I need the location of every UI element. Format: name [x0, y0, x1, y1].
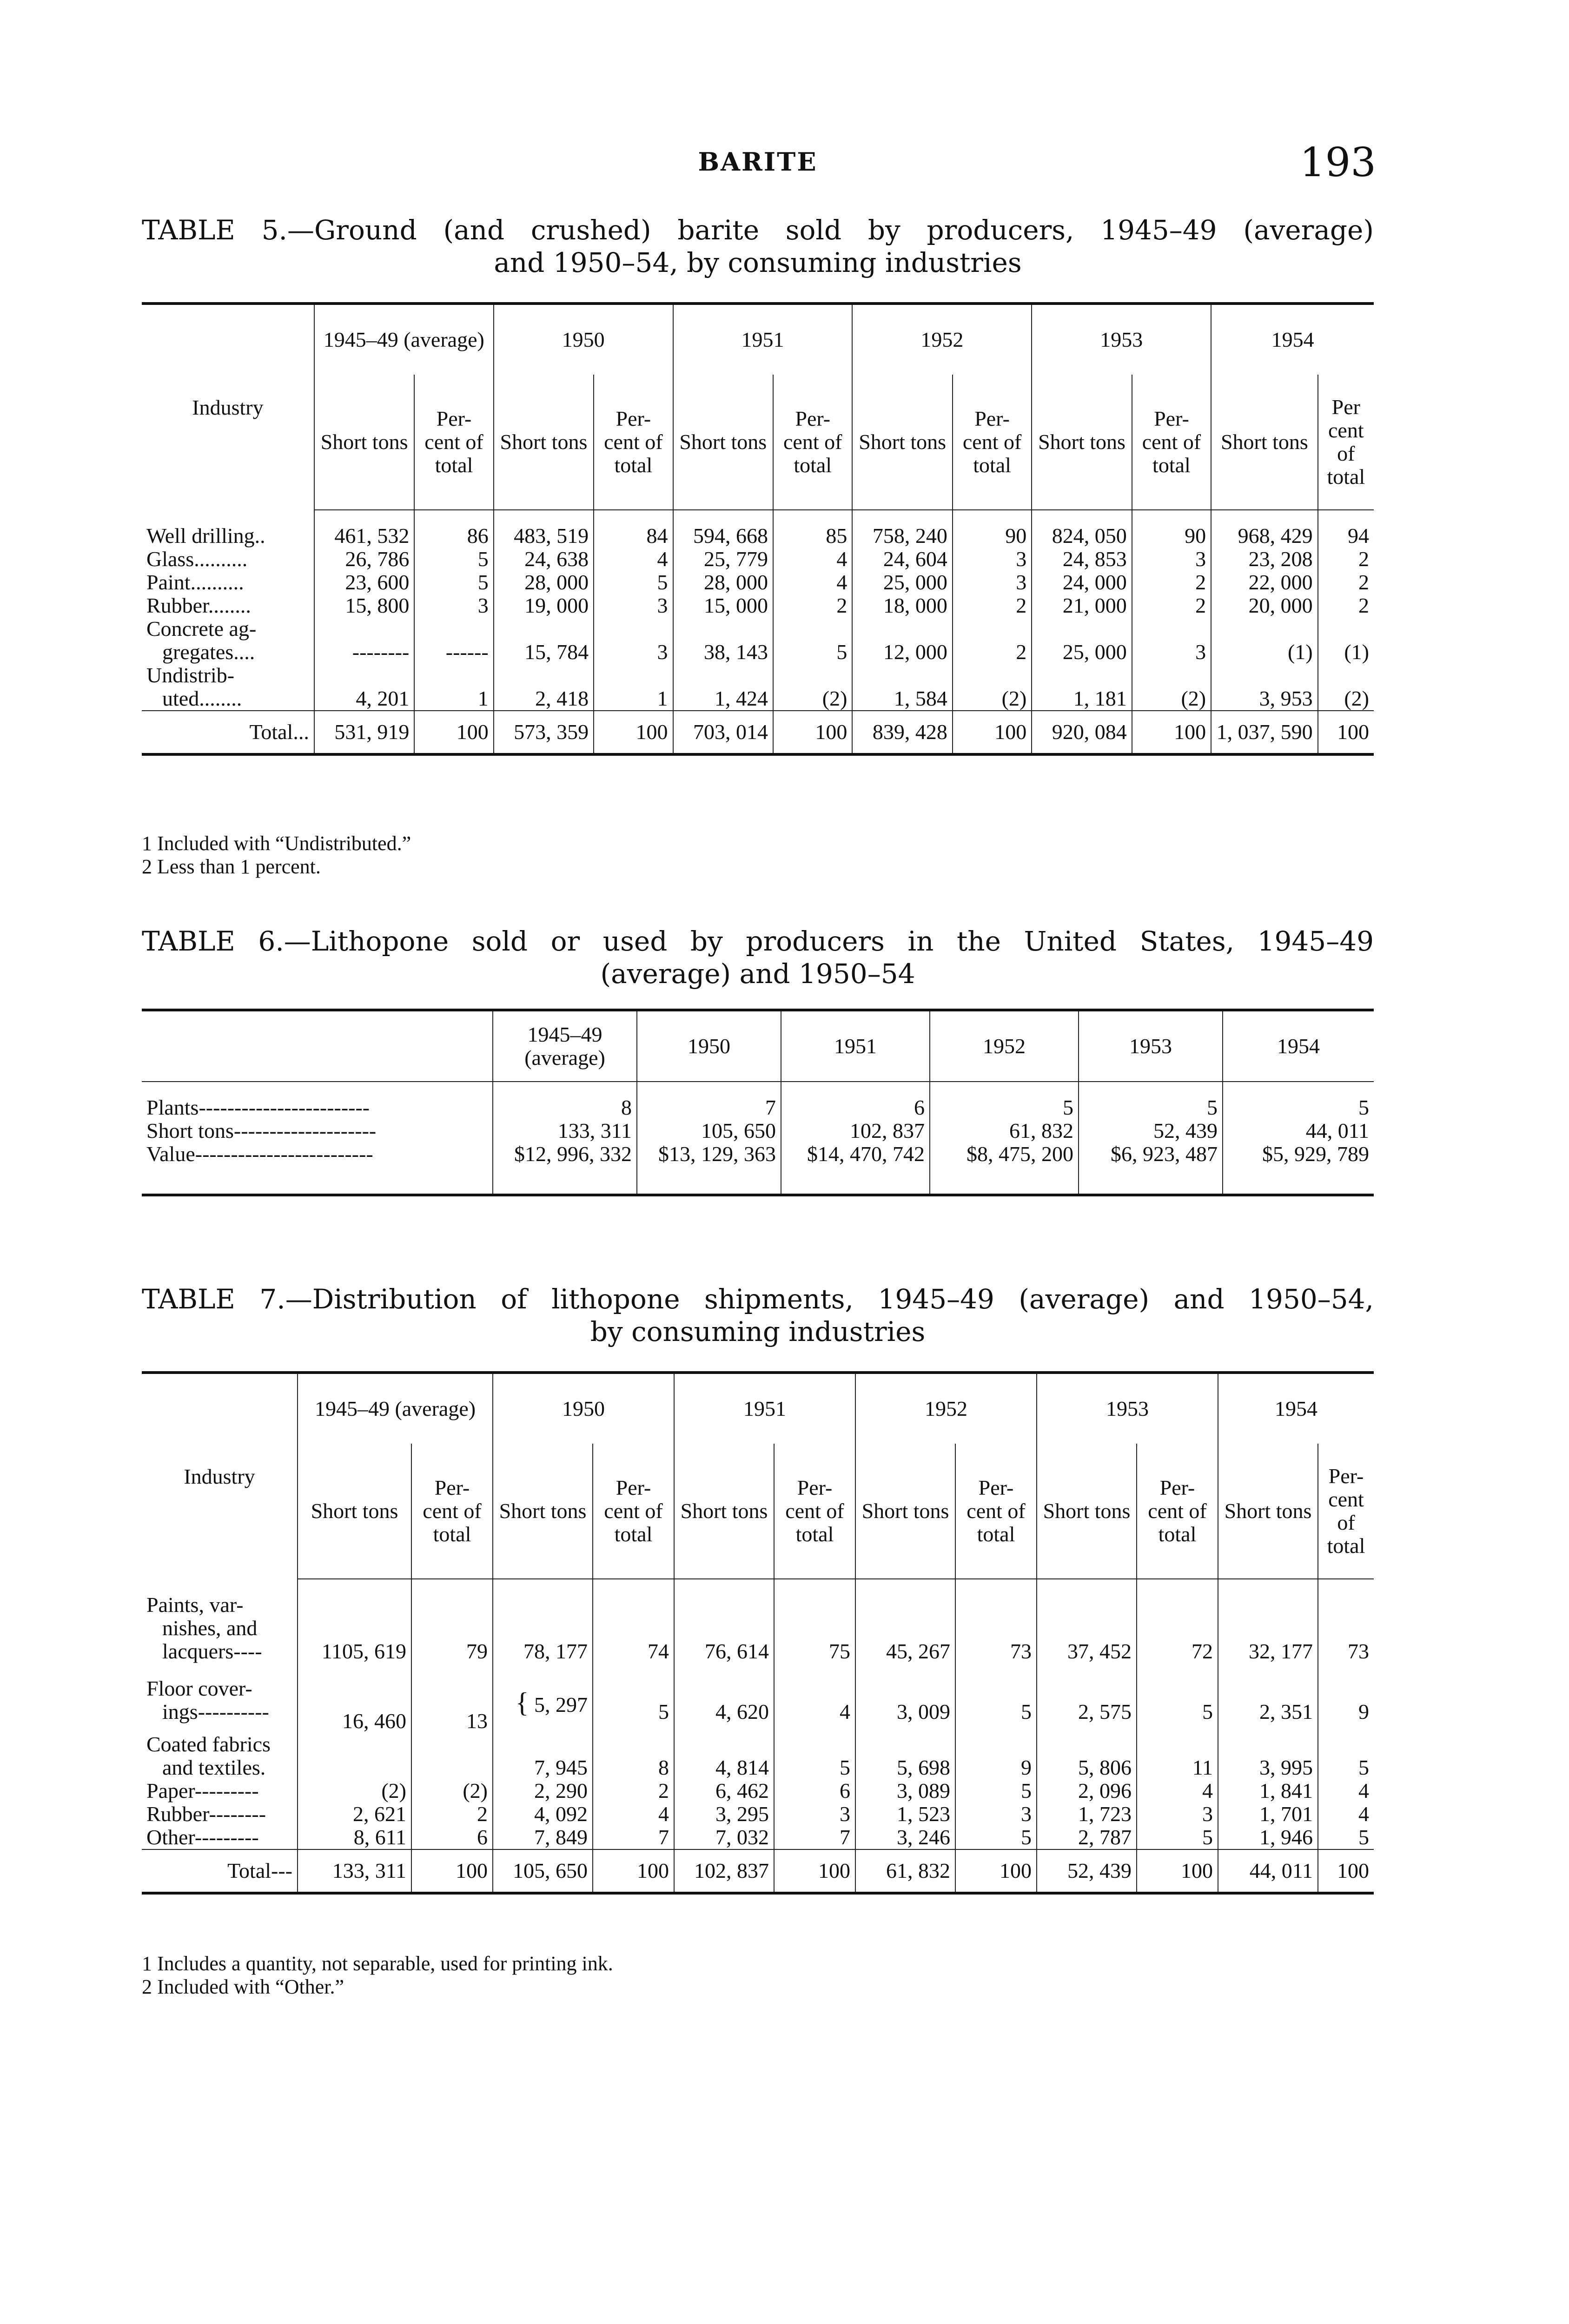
short-tons-header: Short tons: [855, 1444, 955, 1579]
table-cell: 13: [411, 1663, 493, 1779]
short-tons-header: Short tons: [1218, 1444, 1318, 1579]
table-cell: 3, 953: [1211, 664, 1318, 711]
table6-year-header: 1951: [781, 1010, 930, 1082]
table-cell: 1, 424: [673, 664, 773, 711]
table-cell: 1105, 619: [298, 1593, 411, 1663]
table-cell: 1, 584: [852, 664, 952, 711]
table7-caption-line2: by consuming industries: [590, 1316, 926, 1347]
percent-header: Per- cent of total: [953, 375, 1032, 510]
table-cell: 573, 359: [494, 711, 594, 754]
table7-subheader-row: [142, 1444, 1374, 1579]
table-cell: 100: [414, 711, 493, 754]
table-cell: 24, 604: [852, 548, 952, 571]
table-cell: (2): [411, 1779, 493, 1802]
row-label: Concrete ag- gregates....: [146, 617, 257, 664]
percent-header: Per- cent of total: [411, 1444, 493, 1579]
table-cell: 3: [414, 594, 493, 617]
table-row: [142, 1096, 1374, 1119]
table-row: Floor cover- ings---------- 16, 460 13 { 5, 297 5 4, 620 4 3, 009 5 2, 575 5 2, 351 9: [142, 1663, 1374, 1723]
table-cell: 5: [1137, 1663, 1218, 1723]
row-label: Plants------------------------: [146, 1096, 370, 1119]
row-label: Coated fabrics and textiles.: [146, 1732, 271, 1779]
short-tons-header: Short tons: [493, 1444, 593, 1579]
table-cell: 3: [953, 548, 1032, 571]
row-label: Paper---------: [146, 1779, 259, 1802]
table-row: [142, 548, 1374, 571]
table-cell: 5: [774, 1723, 855, 1779]
percent-header: Per- cent of total: [414, 375, 493, 510]
table6-caption-line1: TABLE 6.—Lithopone sold or used by producers in the United States, 1945–49: [142, 925, 1374, 957]
row-label: Total---: [142, 1849, 298, 1893]
table-cell: 3, 089: [855, 1779, 955, 1802]
table7-footnotes: [142, 1952, 613, 1999]
percent-header: Per- cent of total: [1318, 1444, 1374, 1579]
table-cell: 968, 429: [1211, 524, 1318, 548]
row-label: Rubber--------: [146, 1802, 266, 1826]
row-label: Paint..........: [146, 571, 244, 594]
table-cell: 3, 295: [674, 1802, 774, 1826]
table-cell: 23, 600: [314, 571, 414, 594]
table5-year-header: 1951: [673, 304, 853, 375]
table-cell: 12, 000: [852, 617, 952, 664]
table7-year-header: 1951: [674, 1373, 855, 1444]
table-cell: $5, 929, 789: [1223, 1142, 1374, 1195]
table-cell: 2, 290: [493, 1779, 593, 1802]
table-cell: (1): [1211, 617, 1318, 664]
table-cell: 7, 849: [493, 1826, 593, 1849]
table-cell: 100: [773, 711, 852, 754]
table-cell: 5: [1223, 1096, 1374, 1119]
table-cell: 7: [774, 1826, 855, 1849]
table-cell: 100: [411, 1849, 493, 1893]
table-cell: 6: [411, 1826, 493, 1849]
table-cell: 7: [637, 1096, 781, 1119]
table-cell: 75: [774, 1593, 855, 1663]
table-cell: 90: [1132, 524, 1211, 548]
table-cell: 5: [773, 617, 852, 664]
table6-year-header: 1953: [1079, 1010, 1223, 1082]
table-cell: 4, 201: [314, 664, 414, 711]
table-row: [142, 524, 1374, 548]
table-cell: 1, 946: [1218, 1826, 1318, 1849]
table-cell: $8, 475, 200: [930, 1142, 1079, 1195]
table-cell: 4: [773, 548, 852, 571]
table-total-row: [142, 711, 1374, 754]
table-cell: 2: [1318, 594, 1374, 617]
table6: [142, 1009, 1374, 1196]
table-cell: $14, 470, 742: [781, 1142, 930, 1195]
table7: [142, 1371, 1374, 1895]
row-label: Value-------------------------: [142, 1142, 493, 1195]
table-cell: 28, 000: [494, 571, 594, 594]
table-cell: 2: [1132, 594, 1211, 617]
table-cell: 3: [955, 1802, 1037, 1826]
table-cell: $12, 996, 332: [493, 1142, 637, 1195]
table-cell: 100: [593, 1849, 674, 1893]
table5-subheader-row: [142, 375, 1374, 510]
table-cell: 73: [1318, 1593, 1374, 1663]
row-label: Glass..........: [146, 548, 248, 571]
table-cell: 4: [773, 571, 852, 594]
table-cell: 100: [1318, 711, 1374, 754]
table-cell: 2: [953, 594, 1032, 617]
footnote: 1 Included with “Undistributed.”: [142, 832, 411, 855]
table-cell: 18, 000: [852, 594, 952, 617]
table-cell: 25, 000: [1032, 617, 1132, 664]
footnote: 2 Less than 1 percent.: [142, 855, 321, 878]
table-cell: 2: [773, 594, 852, 617]
table-cell: 6, 462: [674, 1779, 774, 1802]
table-row: [142, 1119, 1374, 1142]
table-row: [142, 1593, 1374, 1663]
table6-caption-line2: (average) and 1950–54: [600, 958, 915, 990]
table-cell: 4, 092: [493, 1802, 593, 1826]
table5-stub-header: Industry: [142, 304, 314, 510]
table-total-row: [142, 1849, 1374, 1893]
short-tons-header: Short tons: [852, 375, 952, 510]
table-cell: 25, 779: [673, 548, 773, 571]
table-cell: 5, 806: [1037, 1723, 1137, 1779]
table-cell: 44, 011: [1223, 1119, 1374, 1142]
table-cell: 100: [1137, 1849, 1218, 1893]
table7-year-header: 1954: [1218, 1373, 1374, 1444]
table-cell: 102, 837: [674, 1849, 774, 1893]
table-cell: 94: [1318, 524, 1374, 548]
table-cell: 4: [593, 1802, 674, 1826]
table-cell: 100: [1318, 1849, 1374, 1893]
table-cell: 52, 439: [1037, 1849, 1137, 1893]
short-tons-header: Short tons: [298, 1444, 411, 1579]
table-cell: 2: [953, 617, 1032, 664]
running-title: BARITE: [698, 147, 818, 177]
table-cell: 594, 668: [673, 524, 773, 548]
table-cell: 5: [1318, 1723, 1374, 1779]
table-cell: 21, 000: [1032, 594, 1132, 617]
table-row: [142, 571, 1374, 594]
table-cell: 4: [1137, 1779, 1218, 1802]
footnote: 2 Included with “Other.”: [142, 1975, 344, 1998]
short-tons-header: Short tons: [314, 375, 414, 510]
short-tons-header: Short tons: [494, 375, 594, 510]
table6-year-header: 1954: [1223, 1010, 1374, 1082]
table-cell: 76, 614: [674, 1593, 774, 1663]
table-cell: 133, 311: [493, 1119, 637, 1142]
table-cell: 79: [411, 1593, 493, 1663]
table-row: [142, 1826, 1374, 1849]
table-row: [142, 664, 1374, 711]
table-cell: 86: [414, 524, 493, 548]
table-row: [142, 594, 1374, 617]
table-cell: 7, 032: [674, 1826, 774, 1849]
table-cell: 5: [955, 1663, 1037, 1723]
table-cell: 20, 000: [1211, 594, 1318, 617]
footnote: 1 Includes a quantity, not separable, used for printing ink.: [142, 1952, 613, 1975]
table-cell: 4, 814: [674, 1723, 774, 1779]
table7-year-header: 1953: [1037, 1373, 1218, 1444]
table-cell: 3: [1132, 617, 1211, 664]
row-label: Total...: [142, 711, 314, 754]
table-cell: 5: [1318, 1826, 1374, 1849]
table-cell: 6: [781, 1096, 930, 1119]
table-cell: 9: [955, 1723, 1037, 1779]
table-cell: 2, 621: [298, 1802, 411, 1826]
table-cell: 5: [1079, 1096, 1223, 1119]
table-cell: (2): [298, 1779, 411, 1802]
table-cell: 22, 000: [1211, 571, 1318, 594]
table5: [142, 302, 1374, 756]
percent-header: Per- cent of total: [1132, 375, 1211, 510]
table-cell: 90: [953, 524, 1032, 548]
table-cell: 2: [1318, 548, 1374, 571]
table5-caption-line1: TABLE 5.—Ground (and crushed) barite sold by producers, 1945–49 (average): [142, 214, 1374, 246]
table-cell: 5: [414, 571, 493, 594]
table5-year-header: 1950: [494, 304, 673, 375]
row-label: Short tons--------------------: [146, 1119, 377, 1142]
table-cell: 44, 011: [1218, 1849, 1318, 1893]
row-label: Other---------: [146, 1826, 259, 1849]
table-cell: 72: [1137, 1593, 1218, 1663]
table-cell: 461, 532: [314, 524, 414, 548]
short-tons-header: Short tons: [674, 1444, 774, 1579]
table-cell: 1: [414, 664, 493, 711]
table-row: Concrete ag- gregates.... -------- ------ 15, 784 3 38, 143 5 12, 000 2 25, 000 3 (1) (1): [142, 617, 1374, 664]
table-cell: 105, 650: [637, 1119, 781, 1142]
table-row: [142, 1142, 1374, 1195]
table-cell: 24, 000: [1032, 571, 1132, 594]
table-cell: (1): [1318, 617, 1374, 664]
table-cell: $13, 129, 363: [637, 1142, 781, 1195]
table-cell: 3: [1132, 548, 1211, 571]
table-cell: 61, 832: [855, 1849, 955, 1893]
table-cell: 133, 311: [298, 1849, 411, 1893]
table-cell: 26, 786: [314, 548, 414, 571]
table-cell: 3, 246: [855, 1826, 955, 1849]
table6-caption: [142, 925, 1374, 990]
table-cell: 100: [774, 1849, 855, 1893]
short-tons-header: Short tons: [673, 375, 773, 510]
table-cell: (2): [1318, 664, 1374, 711]
table-cell: 38, 143: [673, 617, 773, 664]
table-cell: 9: [1318, 1663, 1374, 1723]
table-cell: 2, 351: [1218, 1663, 1318, 1723]
table-cell: 2, 787: [1037, 1826, 1137, 1849]
table7-stub-header: Industry: [142, 1373, 298, 1579]
table-cell: 3: [594, 594, 673, 617]
table-cell: 824, 050: [1032, 524, 1132, 548]
table-cell: 703, 014: [673, 711, 773, 754]
table5-year-header: 1953: [1032, 304, 1211, 375]
table-row: [142, 1802, 1374, 1826]
table-cell: 1, 037, 590: [1211, 711, 1318, 754]
table6-year-header: 1952: [930, 1010, 1079, 1082]
table-cell: 2, 575: [1037, 1663, 1137, 1723]
table-cell: 74: [593, 1593, 674, 1663]
table-cell: 1, 841: [1218, 1779, 1318, 1802]
table-cell: 5: [594, 571, 673, 594]
short-tons-header: Short tons: [1032, 375, 1132, 510]
table7-caption-line1: TABLE 7.—Distribution of lithopone shipments, 1945–49 (average) and 1950–54,: [142, 1283, 1374, 1315]
table-cell: 3: [1137, 1802, 1218, 1826]
table-cell: 2, 418: [494, 664, 594, 711]
table-cell: 4: [1318, 1779, 1374, 1802]
table-cell: (2): [1132, 664, 1211, 711]
table-cell: 100: [953, 711, 1032, 754]
table-cell: 24, 853: [1032, 548, 1132, 571]
table-cell: (2): [773, 664, 852, 711]
table-cell: 15, 000: [673, 594, 773, 617]
table-cell: 7, 945: [493, 1723, 593, 1779]
table-cell: 23, 208: [1211, 548, 1318, 571]
table7-caption: [142, 1283, 1374, 1348]
short-tons-header: Short tons: [1211, 375, 1318, 510]
table-cell: 84: [594, 524, 673, 548]
table-cell: 8: [593, 1723, 674, 1779]
table7-year-header: 1950: [493, 1373, 674, 1444]
table-cell: 3: [953, 571, 1032, 594]
table-cell: 3, 009: [855, 1663, 955, 1723]
table-cell: 4: [774, 1663, 855, 1723]
table-cell: 5: [1137, 1826, 1218, 1849]
table-cell: 37, 452: [1037, 1593, 1137, 1663]
table5-year-header: 1945–49 (average): [314, 304, 494, 375]
percent-header: Per- cent of total: [773, 375, 852, 510]
table-cell: 100: [594, 711, 673, 754]
table-cell: 24, 638: [494, 548, 594, 571]
table-cell: 4: [594, 548, 673, 571]
table-cell: 11: [1137, 1723, 1218, 1779]
short-tons-header: Short tons: [1037, 1444, 1137, 1579]
row-label: Floor cover- ings----------: [146, 1677, 269, 1723]
table5-caption-line2: and 1950–54, by consuming industries: [494, 247, 1022, 278]
percent-header: Per- cent of total: [594, 375, 673, 510]
table-cell: 25, 000: [852, 571, 952, 594]
row-label: Rubber........: [146, 594, 251, 617]
table5-footnotes: [142, 832, 411, 878]
table7-year-header: 1945–49 (average): [298, 1373, 493, 1444]
table5-year-row: [142, 304, 1374, 375]
table-cell: 5, 698: [855, 1723, 955, 1779]
table6-year-header: 1950: [637, 1010, 781, 1082]
percent-header: Per- cent of total: [955, 1444, 1037, 1579]
table-cell: 100: [955, 1849, 1037, 1893]
table-cell: 15, 784: [494, 617, 594, 664]
table-cell: 1, 181: [1032, 664, 1132, 711]
percent-header: Per- cent of total: [593, 1444, 674, 1579]
table7-year-row: [142, 1373, 1374, 1444]
percent-header: Per cent of total: [1318, 375, 1374, 510]
table6-year-row: [142, 1010, 1374, 1082]
table-cell: 28, 000: [673, 571, 773, 594]
table-cell: 7: [593, 1826, 674, 1849]
table-cell: 73: [955, 1593, 1037, 1663]
table5-caption: [142, 214, 1374, 279]
table-cell: 15, 800: [314, 594, 414, 617]
percent-header: Per- cent of total: [774, 1444, 855, 1579]
table-cell: 5: [955, 1779, 1037, 1802]
table-cell: 8: [493, 1096, 637, 1119]
table-cell: 2: [593, 1779, 674, 1802]
table-cell: 3, 995: [1218, 1723, 1318, 1779]
table-cell: 5: [593, 1663, 674, 1723]
table-cell: 19, 000: [494, 594, 594, 617]
table-cell: 1, 523: [855, 1802, 955, 1826]
table6-year-header: 1945–49 (average): [493, 1010, 637, 1082]
table-cell: 105, 650: [493, 1849, 593, 1893]
percent-header: Per- cent of total: [1137, 1444, 1218, 1579]
brace-merged-cell: 16, 460: [298, 1663, 411, 1779]
table5-year-header: 1954: [1211, 304, 1374, 375]
table5-year-header: 1952: [852, 304, 1032, 375]
table-cell: 85: [773, 524, 852, 548]
row-label: Paints, var- nishes, and lacquers----: [146, 1593, 262, 1663]
table-cell: 52, 439: [1079, 1119, 1223, 1142]
table-cell: 5: [955, 1826, 1037, 1849]
table-cell: 100: [1132, 711, 1211, 754]
table-cell: 5: [930, 1096, 1079, 1119]
table-cell: 6: [774, 1779, 855, 1802]
page-number: 193: [1299, 139, 1376, 186]
table-cell: (2): [953, 664, 1032, 711]
table-cell: 5: [414, 548, 493, 571]
table-cell: 1: [594, 664, 673, 711]
table-cell: 2: [1318, 571, 1374, 594]
table-cell: 2: [1132, 571, 1211, 594]
table-cell: 1, 723: [1037, 1802, 1137, 1826]
row-label: Undistrib- uted........: [146, 663, 242, 710]
row-label: Well drilling..: [146, 524, 265, 548]
table-cell: 8, 611: [298, 1826, 411, 1849]
table-cell: 78, 177: [493, 1593, 593, 1663]
table-cell: 483, 519: [494, 524, 594, 548]
table-cell: 531, 919: [314, 711, 414, 754]
table-cell: 3: [594, 617, 673, 664]
table-cell: 32, 177: [1218, 1593, 1318, 1663]
table-cell: 2: [411, 1802, 493, 1826]
running-header: [139, 139, 1376, 186]
table-cell: 3: [774, 1802, 855, 1826]
table-cell: 2, 096: [1037, 1779, 1137, 1802]
table-cell: 758, 240: [852, 524, 952, 548]
table-cell: 4: [1318, 1802, 1374, 1826]
table-cell: 1, 701: [1218, 1802, 1318, 1826]
table7-year-header: 1952: [855, 1373, 1037, 1444]
table-cell: 61, 832: [930, 1119, 1079, 1142]
table-cell: 920, 084: [1032, 711, 1132, 754]
table-cell: 102, 837: [781, 1119, 930, 1142]
table-cell: 45, 267: [855, 1593, 955, 1663]
table-cell: $6, 923, 487: [1079, 1142, 1223, 1195]
table-cell: 839, 428: [852, 711, 952, 754]
table-cell: 4, 620: [674, 1663, 774, 1723]
table-row: [142, 1779, 1374, 1802]
